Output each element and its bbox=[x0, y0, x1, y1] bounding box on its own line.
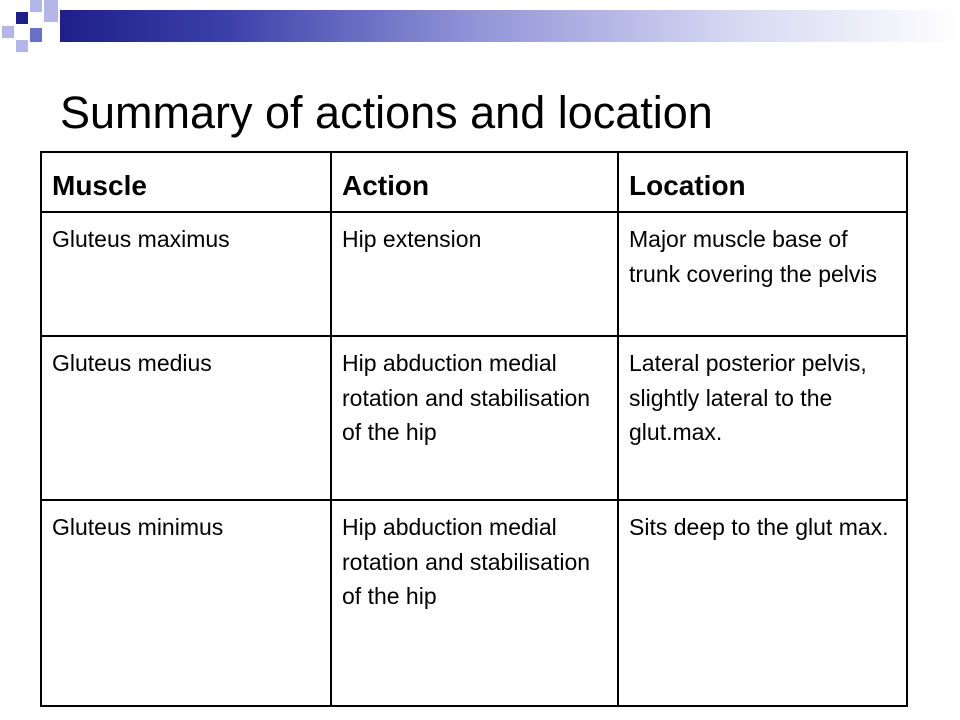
column-header-action: Action bbox=[331, 152, 618, 212]
cell-action: Hip abduction medial rotation and stabilisation of the hip bbox=[331, 500, 618, 706]
cell-location: Sits deep to the glut max. bbox=[618, 500, 907, 706]
cell-location: Lateral posterior pelvis, slightly lateral to the glut.max. bbox=[618, 336, 907, 500]
summary-table bbox=[40, 151, 908, 707]
corner-square-decoration bbox=[2, 26, 14, 38]
corner-square-decoration bbox=[16, 12, 28, 24]
table-row bbox=[41, 212, 907, 336]
slide-title: Summary of actions and location bbox=[60, 87, 713, 138]
table-header-row bbox=[41, 152, 907, 212]
table-row bbox=[41, 500, 907, 706]
corner-square-decoration bbox=[16, 40, 28, 52]
cell-action: Hip extension bbox=[331, 212, 618, 336]
column-header-muscle: Muscle bbox=[41, 152, 331, 212]
cell-location: Major muscle base of trunk covering the pelvis bbox=[618, 212, 907, 336]
header-gradient-bar bbox=[60, 10, 960, 42]
column-header-location: Location bbox=[618, 152, 907, 212]
table-row bbox=[41, 336, 907, 500]
cell-muscle: Gluteus medius bbox=[41, 336, 331, 500]
cell-muscle: Gluteus minimus bbox=[41, 500, 331, 706]
cell-muscle: Gluteus maximus bbox=[41, 212, 331, 336]
corner-square-decoration bbox=[44, 0, 58, 22]
corner-square-decoration bbox=[30, 0, 42, 12]
cell-action: Hip abduction medial rotation and stabilisation of the hip bbox=[331, 336, 618, 500]
corner-square-decoration bbox=[30, 28, 42, 42]
